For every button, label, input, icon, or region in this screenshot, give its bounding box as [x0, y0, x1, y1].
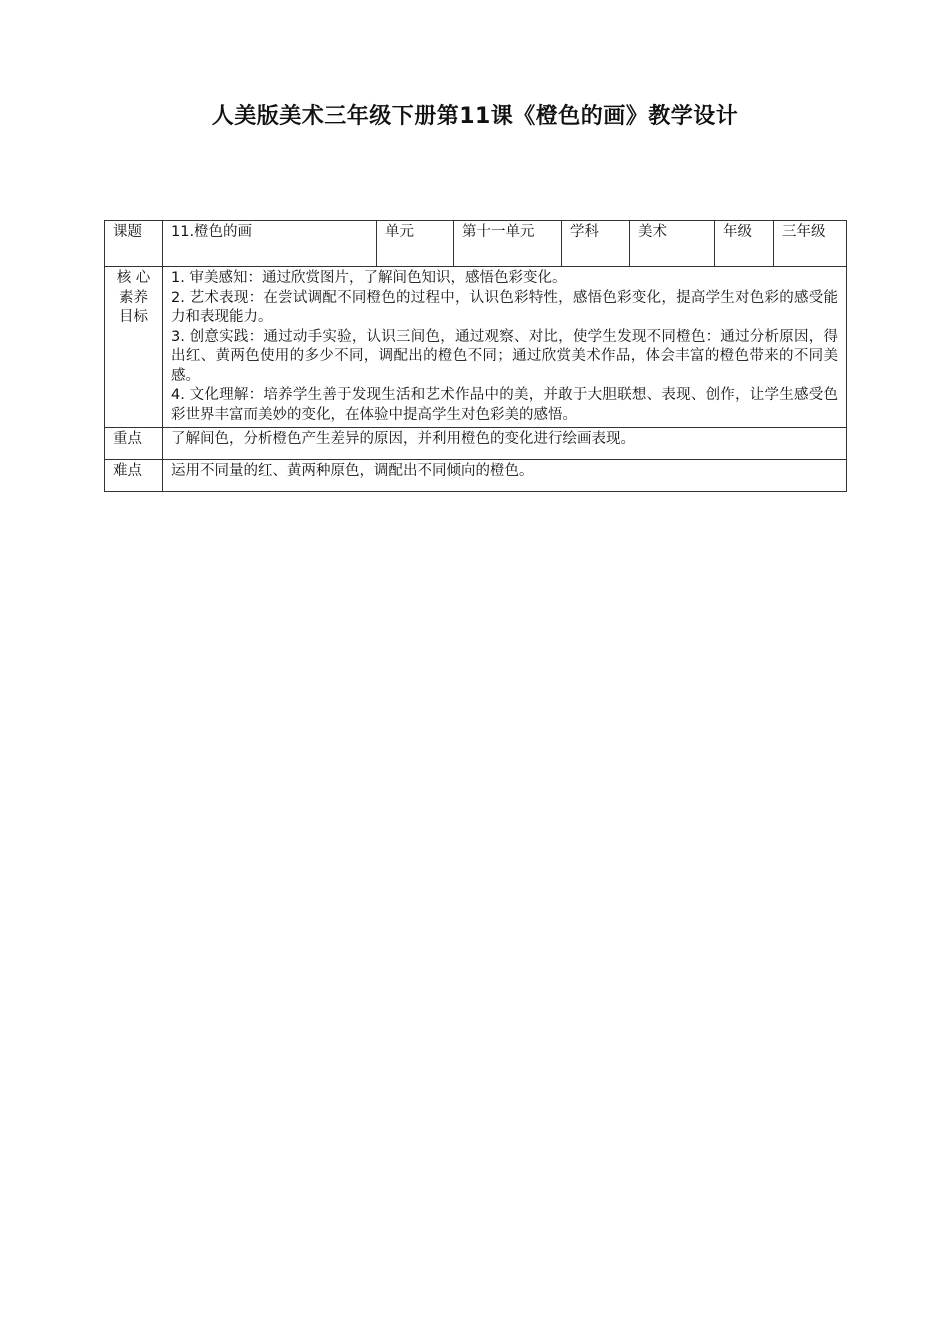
table-row-difficulty: [105, 460, 847, 492]
grade-value: 三年级: [774, 221, 847, 267]
goal-item-culture: 4. 文化理解：培养学生善于发现生活和艺术作品中的美，并敢于大胆联想、表现、创作，让学生感受色彩世界丰富而美妙的变化，在体验中提高学生对色彩美的感悟。: [171, 387, 838, 423]
page-title: 人美版美术三年级下册第11课《橙色的画》教学设计: [211, 104, 739, 129]
topic-value: 11.橙色的画: [163, 221, 377, 267]
difficulty-label: 难点: [105, 460, 163, 492]
grade-label: 年级: [715, 221, 774, 267]
goal-item-expression: 2. 艺术表现：在尝试调配不同橙色的过程中，认识色彩特性，感悟色彩变化，提高学生对色彩的感受能力和表现能力。: [171, 289, 838, 325]
goal-item-practice: 3. 创意实践：通过动手实验，认识三间色，通过观察、对比，使学生发现不同橙色：通过分析原因，得出红、黄两色使用的多少不同，调配出的橙色不同；通过欣赏美术作品，体会丰富的橙色带来的不同美感。: [171, 328, 838, 384]
difficulty-value: 运用不同量的红、黄两种原色，调配出不同倾向的橙色。: [163, 460, 847, 492]
table-row-goals: [105, 267, 847, 428]
table-row-key-point: [105, 428, 847, 460]
topic-label: 课题: [105, 221, 163, 267]
subject-label: 学科: [562, 221, 630, 267]
unit-value: 第十一单元: [454, 221, 562, 267]
goals-label: 核 心 素养目标: [105, 267, 163, 428]
subject-value: 美术: [630, 221, 715, 267]
goal-item-aesthetic: 1. 审美感知：通过欣赏图片，了解间色知识，感悟色彩变化。: [171, 270, 567, 286]
table-row-header: [105, 221, 847, 267]
unit-label: 单元: [377, 221, 454, 267]
goals-content: [163, 267, 847, 428]
lesson-info-table: [104, 220, 847, 492]
key-point-value: 了解间色，分析橙色产生差异的原因，并利用橙色的变化进行绘画表现。: [163, 428, 847, 460]
key-point-label: 重点: [105, 428, 163, 460]
